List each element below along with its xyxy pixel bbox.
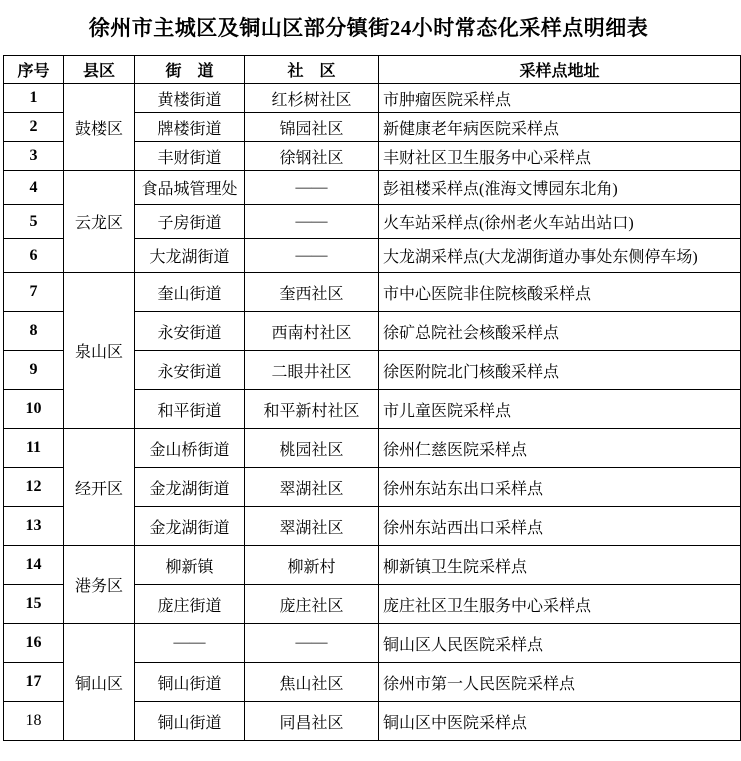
community-cell: 二眼井社区 bbox=[245, 351, 379, 390]
address-cell: 徐矿总院社会核酸采样点 bbox=[379, 312, 741, 351]
community-cell: —— bbox=[245, 171, 379, 205]
col-header-no: 序号 bbox=[4, 56, 64, 84]
address-cell: 徐州东站东出口采样点 bbox=[379, 468, 741, 507]
street-cell: 奎山街道 bbox=[135, 273, 245, 312]
col-header-address: 采样点地址 bbox=[379, 56, 741, 84]
street-cell: 柳新镇 bbox=[135, 546, 245, 585]
row-number-cell: 17 bbox=[4, 663, 64, 702]
community-cell: 桃园社区 bbox=[245, 429, 379, 468]
district-cell: 港务区 bbox=[64, 546, 135, 624]
street-cell: 永安街道 bbox=[135, 351, 245, 390]
row-number-cell: 15 bbox=[4, 585, 64, 624]
row-number-cell: 16 bbox=[4, 624, 64, 663]
row-number-cell: 13 bbox=[4, 507, 64, 546]
address-cell: 铜山区中医院采样点 bbox=[379, 702, 741, 741]
address-cell: 大龙湖采样点(大龙湖街道办事处东侧停车场) bbox=[379, 239, 741, 273]
community-cell: —— bbox=[245, 239, 379, 273]
community-cell: 庞庄社区 bbox=[245, 585, 379, 624]
table-row bbox=[4, 429, 741, 468]
community-cell: 奎西社区 bbox=[245, 273, 379, 312]
street-cell: 和平街道 bbox=[135, 390, 245, 429]
street-cell: 永安街道 bbox=[135, 312, 245, 351]
header-row bbox=[4, 56, 741, 84]
row-number-cell: 6 bbox=[4, 239, 64, 273]
row-number-cell: 7 bbox=[4, 273, 64, 312]
district-cell: 泉山区 bbox=[64, 273, 135, 429]
street-cell: 铜山街道 bbox=[135, 663, 245, 702]
address-cell: 火车站采样点(徐州老火车站出站口) bbox=[379, 205, 741, 239]
community-cell: 焦山社区 bbox=[245, 663, 379, 702]
street-cell: 黄楼街道 bbox=[135, 84, 245, 113]
street-cell: 金龙湖街道 bbox=[135, 507, 245, 546]
table-row bbox=[4, 624, 741, 663]
address-cell: 彭祖楼采样点(淮海文博园东北角) bbox=[379, 171, 741, 205]
table-row bbox=[4, 546, 741, 585]
address-cell: 市肿瘤医院采样点 bbox=[379, 84, 741, 113]
address-cell: 徐州东站西出口采样点 bbox=[379, 507, 741, 546]
district-cell: 铜山区 bbox=[64, 624, 135, 741]
street-cell: 金龙湖街道 bbox=[135, 468, 245, 507]
page-title: 徐州市主城区及铜山区部分镇街24小时常态化采样点明细表 bbox=[88, 16, 649, 40]
row-number-cell: 8 bbox=[4, 312, 64, 351]
address-cell: 市中心医院非住院核酸采样点 bbox=[379, 273, 741, 312]
street-cell: 金山桥街道 bbox=[135, 429, 245, 468]
community-cell: 和平新村社区 bbox=[245, 390, 379, 429]
row-number-cell: 12 bbox=[4, 468, 64, 507]
address-cell: 市儿童医院采样点 bbox=[379, 390, 741, 429]
row-number-cell: 9 bbox=[4, 351, 64, 390]
district-cell: 云龙区 bbox=[64, 171, 135, 273]
street-cell: 食品城管理处 bbox=[135, 171, 245, 205]
community-cell: 翠湖社区 bbox=[245, 468, 379, 507]
address-cell: 徐州市第一人民医院采样点 bbox=[379, 663, 741, 702]
community-cell: 西南村社区 bbox=[245, 312, 379, 351]
table-header bbox=[4, 56, 741, 84]
street-cell: 丰财街道 bbox=[135, 142, 245, 171]
community-cell: —— bbox=[245, 624, 379, 663]
community-cell: 徐钢社区 bbox=[245, 142, 379, 171]
table-body bbox=[4, 84, 741, 741]
community-cell: 柳新村 bbox=[245, 546, 379, 585]
district-cell: 经开区 bbox=[64, 429, 135, 546]
community-cell: —— bbox=[245, 205, 379, 239]
row-number-cell: 5 bbox=[4, 205, 64, 239]
row-number-cell: 3 bbox=[4, 142, 64, 171]
sampling-points-table bbox=[3, 55, 741, 741]
community-cell: 同昌社区 bbox=[245, 702, 379, 741]
row-number-cell: 4 bbox=[4, 171, 64, 205]
row-number-cell: 2 bbox=[4, 113, 64, 142]
address-cell: 徐州仁慈医院采样点 bbox=[379, 429, 741, 468]
address-cell: 新健康老年病医院采样点 bbox=[379, 113, 741, 142]
street-cell: 子房街道 bbox=[135, 205, 245, 239]
street-cell: —— bbox=[135, 624, 245, 663]
street-cell: 庞庄街道 bbox=[135, 585, 245, 624]
row-number-cell: 14 bbox=[4, 546, 64, 585]
row-number-cell: 18 bbox=[4, 702, 64, 741]
street-cell: 铜山街道 bbox=[135, 702, 245, 741]
address-cell: 徐医附院北门核酸采样点 bbox=[379, 351, 741, 390]
address-cell: 庞庄社区卫生服务中心采样点 bbox=[379, 585, 741, 624]
community-cell: 翠湖社区 bbox=[245, 507, 379, 546]
table-row bbox=[4, 171, 741, 205]
address-cell: 铜山区人民医院采样点 bbox=[379, 624, 741, 663]
table-row bbox=[4, 84, 741, 113]
address-cell: 丰财社区卫生服务中心采样点 bbox=[379, 142, 741, 171]
street-cell: 牌楼街道 bbox=[135, 113, 245, 142]
col-header-community: 社 区 bbox=[245, 56, 379, 84]
row-number-cell: 1 bbox=[4, 84, 64, 113]
street-cell: 大龙湖街道 bbox=[135, 239, 245, 273]
community-cell: 锦园社区 bbox=[245, 113, 379, 142]
row-number-cell: 10 bbox=[4, 390, 64, 429]
col-header-district: 县区 bbox=[64, 56, 135, 84]
col-header-street: 街 道 bbox=[135, 56, 245, 84]
district-cell: 鼓楼区 bbox=[64, 84, 135, 171]
community-cell: 红杉树社区 bbox=[245, 84, 379, 113]
row-number-cell: 11 bbox=[4, 429, 64, 468]
table-row bbox=[4, 273, 741, 312]
address-cell: 柳新镇卫生院采样点 bbox=[379, 546, 741, 585]
